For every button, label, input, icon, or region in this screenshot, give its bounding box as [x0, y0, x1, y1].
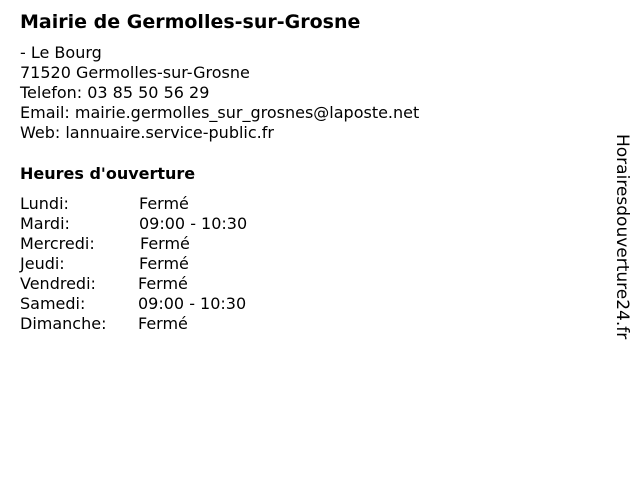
website: Web: lannuaire.service-public.fr: [20, 123, 274, 142]
day-label: Vendredi:: [20, 274, 96, 293]
time-value: Fermé: [138, 314, 188, 333]
address-street: - Le Bourg: [20, 43, 102, 62]
day-label: Samedi:: [20, 294, 86, 313]
site-watermark: Horairesdouverture24.fr: [612, 134, 632, 340]
hours-row-tuesday: [20, 214, 320, 234]
hours-row-sunday: [20, 314, 320, 334]
day-label: Jeudi:: [20, 254, 65, 273]
hours-row-monday: [20, 194, 320, 214]
day-label: Lundi:: [20, 194, 69, 213]
hours-row-wednesday: [20, 234, 320, 254]
time-value: 09:00 - 10:30: [138, 294, 247, 313]
time-value: Fermé: [139, 254, 189, 273]
hours-row-thursday: [20, 254, 320, 274]
time-value: Fermé: [140, 234, 190, 253]
hours-row-friday: [20, 274, 320, 294]
day-label: Dimanche:: [20, 314, 107, 333]
hours-row-saturday: [20, 294, 320, 314]
page-title: Mairie de Germolles-sur-Grosne: [20, 11, 361, 33]
phone-number: Telefon: 03 85 50 56 29: [20, 83, 210, 102]
opening-hours-list: [20, 194, 320, 334]
time-value: Fermé: [139, 194, 189, 213]
time-value: 09:00 - 10:30: [139, 214, 248, 233]
day-label: Mercredi:: [20, 234, 95, 253]
email-address: Email: mairie.germolles_sur_grosnes@laposte.net: [20, 103, 420, 122]
address-block: [20, 43, 419, 143]
day-label: Mardi:: [20, 214, 70, 233]
time-value: Fermé: [138, 274, 188, 293]
address-city: 71520 Germolles-sur-Grosne: [20, 63, 250, 82]
opening-hours-heading: Heures d'ouverture: [20, 164, 196, 183]
